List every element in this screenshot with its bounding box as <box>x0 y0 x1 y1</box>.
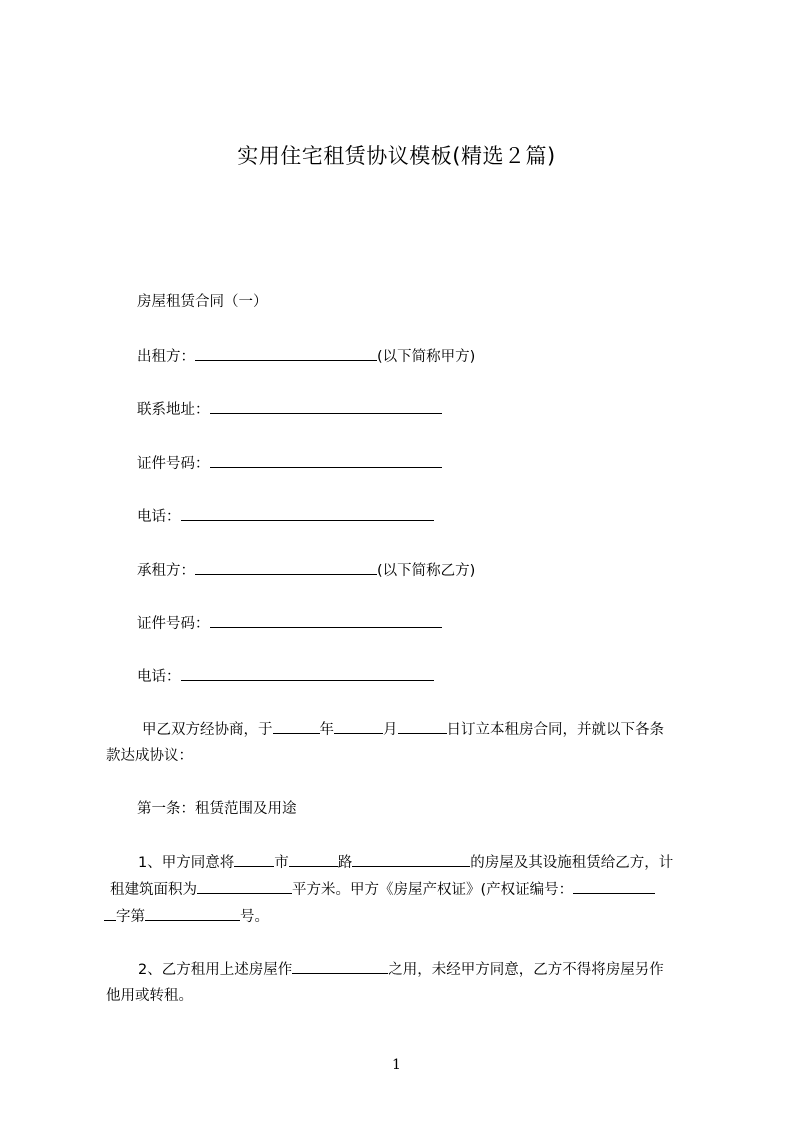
year-blank <box>273 719 320 734</box>
agreement-intro-month: 月 <box>383 722 398 738</box>
lessee-id-line <box>137 613 442 634</box>
section-heading: 房屋租赁合同（一） <box>137 294 268 310</box>
clause1-line1 <box>138 852 673 873</box>
address-blank <box>352 852 470 867</box>
clause1-text: 的房屋及其设施租赁给乙方，计 <box>470 855 674 871</box>
clause1-line3-b: 号。 <box>240 909 269 925</box>
page-number: 1 <box>392 1057 401 1073</box>
agreement-intro-line2: 款达成协议： <box>106 748 193 764</box>
lessor-id-blank <box>210 453 442 468</box>
lessee-id-blank <box>210 613 442 628</box>
lessor-address-line <box>137 399 442 420</box>
clause1-line3-a: 字第 <box>116 909 145 925</box>
lessor-id-label: 证件号码： <box>137 456 210 472</box>
day-blank <box>398 719 447 734</box>
month-blank <box>334 719 383 734</box>
city-blank <box>234 852 274 867</box>
certificate-number-blank <box>573 879 655 894</box>
lessor-line <box>137 346 475 367</box>
clause1-line2-b: 平方米。甲方《房屋产权证》(产权证编号： <box>292 882 574 898</box>
clause2-line1 <box>138 959 664 980</box>
agreement-intro-year: 年 <box>319 722 334 738</box>
clause1-line2-a: 租建筑面积为 <box>110 882 197 898</box>
lessee-id-label: 证件号码： <box>137 616 210 632</box>
clause2-text: 之用，未经甲方同意，乙方不得将房屋另作 <box>388 962 664 978</box>
lessee-phone-line <box>137 666 434 687</box>
lessee-phone-blank <box>181 666 434 681</box>
clause1-line2 <box>110 879 655 900</box>
clause2-line2: 他用或转租。 <box>106 988 193 1004</box>
clause1-line3 <box>104 906 269 927</box>
lessor-id-line <box>137 453 442 474</box>
agreement-intro-part2: 日订立本租房合同，并就以下各条 <box>446 722 664 738</box>
certificate-word-blank <box>145 906 240 921</box>
road-blank <box>289 852 338 867</box>
document-title: 实用住宅租赁协议模板(精选２篇) <box>237 144 556 168</box>
lessor-phone-label: 电话： <box>137 509 181 525</box>
agreement-intro-line1 <box>142 719 664 740</box>
lessee-blank <box>195 560 377 575</box>
lessee-phone-label: 电话： <box>137 669 181 685</box>
lessor-address-blank <box>210 399 442 414</box>
clause2-prefix: 2、乙方租用上述房屋作 <box>138 962 293 978</box>
agreement-intro-part1: 甲乙双方经协商，于 <box>142 722 273 738</box>
clause1-prefix: 1、甲方同意将 <box>138 855 235 871</box>
clause1-city: 市 <box>274 855 289 871</box>
lessor-suffix: (以下简称甲方) <box>377 349 476 365</box>
lessor-blank <box>195 346 377 361</box>
clause1-road: 路 <box>337 855 353 871</box>
lessee-line <box>137 560 475 581</box>
lessee-label: 承租方： <box>137 563 195 579</box>
article1-heading: 第一条：租赁范围及用途 <box>137 801 297 817</box>
lessor-phone-blank <box>181 506 434 521</box>
lessee-suffix: (以下简称乙方) <box>377 563 476 579</box>
area-blank <box>197 879 292 894</box>
certificate-prefix-blank <box>104 906 116 921</box>
lessor-phone-line <box>137 506 434 527</box>
usage-blank <box>292 959 388 974</box>
lessor-label: 出租方： <box>137 349 195 365</box>
lessor-address-label: 联系地址： <box>137 402 210 418</box>
